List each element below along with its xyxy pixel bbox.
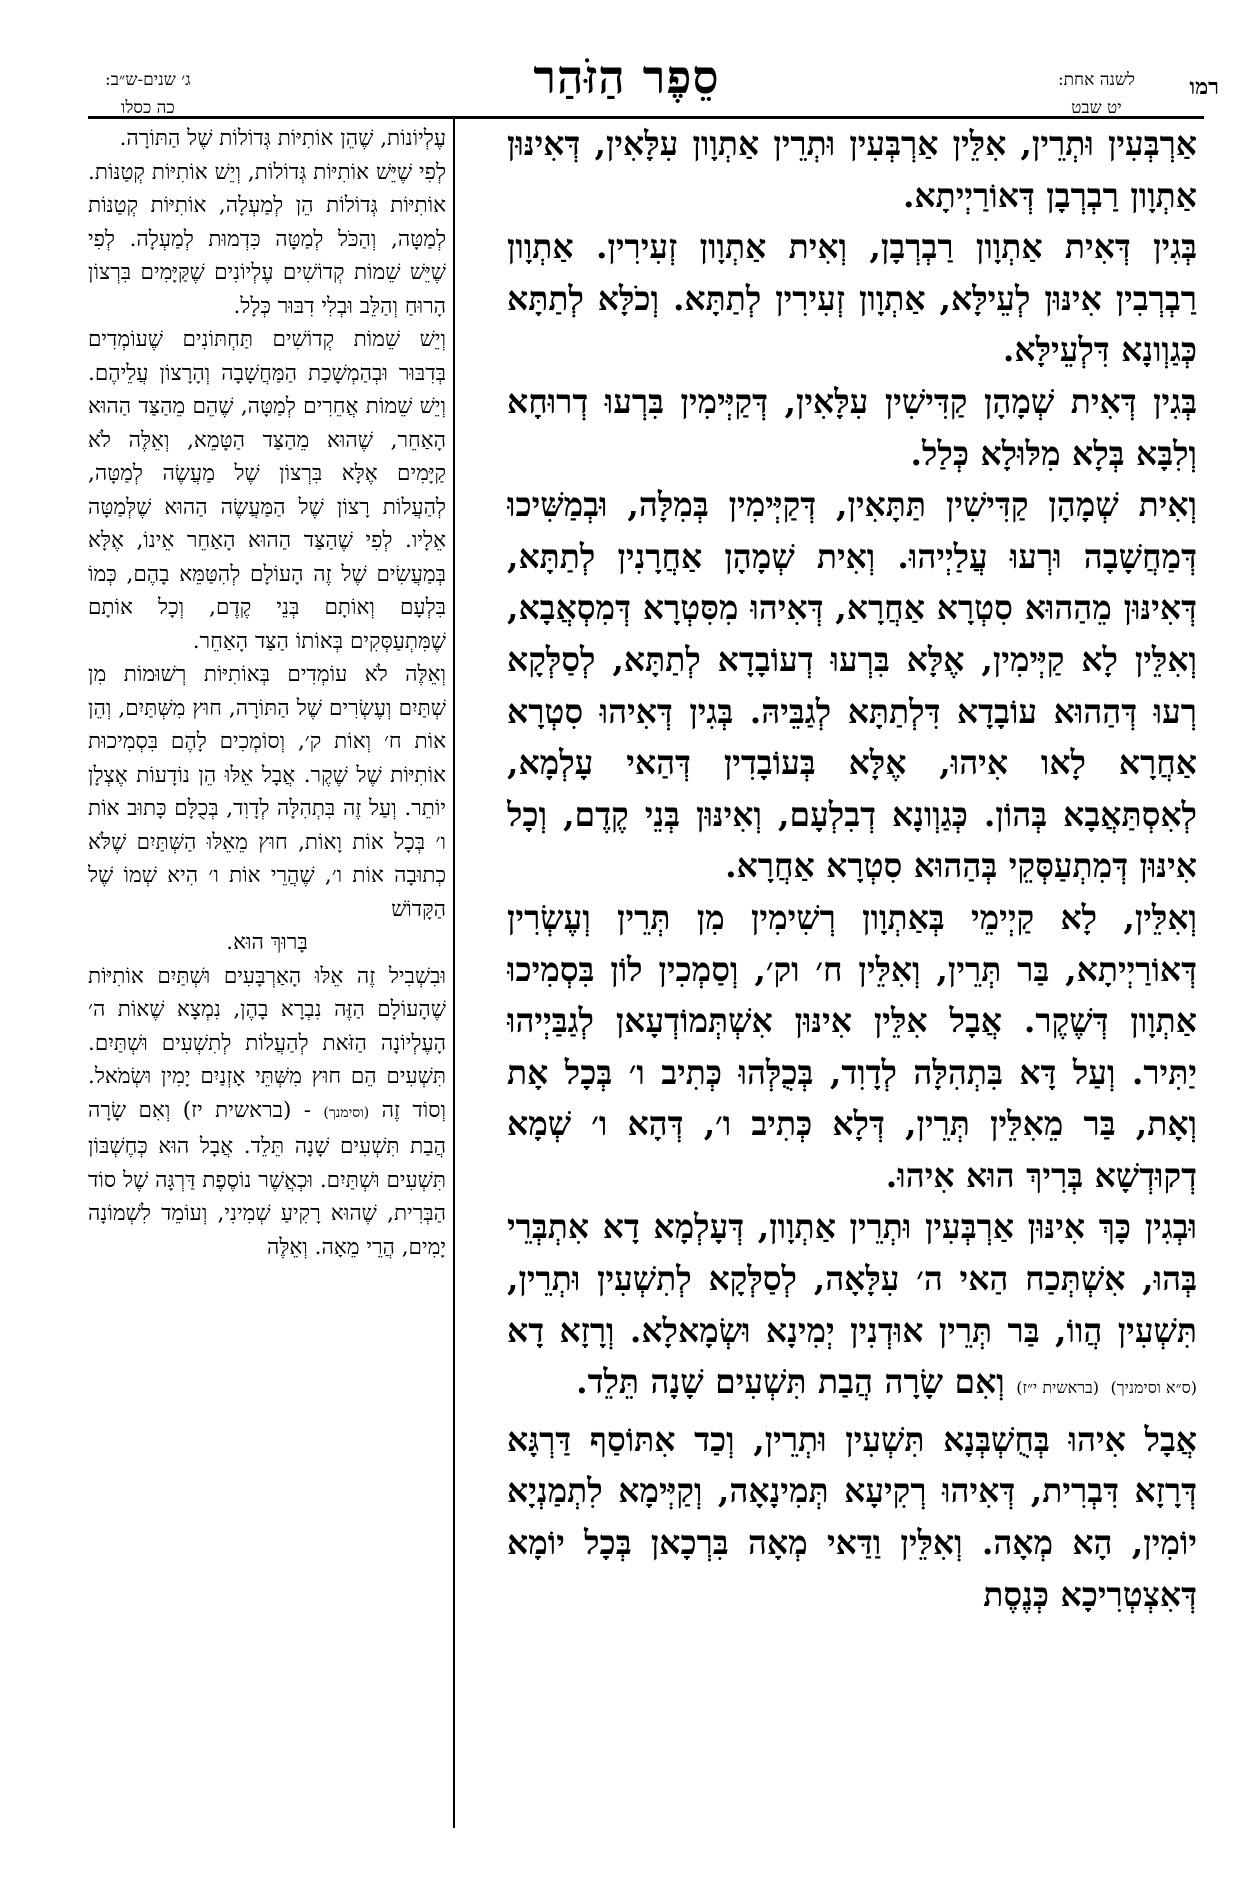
page-number: רמו — [1189, 74, 1219, 100]
side-column-hebrew — [88, 122, 446, 1827]
main-paragraph: וְאִלֵּין, לָא קַיְימֵי בְּאַתְוָון רְשִׁימִין מִן תְּרֵין וְעֶשְׂרִין דְּאוֹרַיְיתָא, בַּר תְּרֵין, וְאִלֵּין ח׳ וק׳, וְסַמְכִין לוֹן בִּסְמִיכוּ אַתְוָון דְּשֶׁקֶר. אֲבָל אִלֵּין אִינּוּן אִשְׁתְּמוֹדְעָאן לְגַבַּיְיהוּ יַתִּיר. וְעַל דָּא בִּתְהִלָּה לְדָוִד, בְּכֻלְּהוּ כְּתִיב ו׳ בְּכָל אָת וְאָת, בַּר מֵאִלֵּין תְּרֵין, דְּלָא כְּתִיב ו׳, דְּהָא ו׳ שְׁמָא דְקוּדְשָׁא בְּרִיךְ הוּא אִיהוּ. — [507, 897, 1197, 1195]
header-study-schedule-three-years — [105, 66, 191, 122]
column-divider — [453, 118, 455, 1828]
header-right-line2: יט שבט — [1071, 98, 1122, 118]
header-right-line1: לשנה אחת: — [1057, 70, 1135, 90]
side-paragraph: וְיֵשׁ שֵׁמוֹת קְדוֹשִׁים תַּחְתּוֹנִים שֶׁעוֹמְדִים בְּדִבּוּר וּבְהַמְשָׁכַת הַמַּחֲשָׁבָה וְהָרָצוֹן עֲלֵיהֶם. וְיֵשׁ שֵׁמוֹת אֲחֵרִים לְמַטָּה, שֶׁהֵם מֵהַצַּד הַהוּא הָאַחֵר, שֶׁהוּא מֵהַצַּד הַטָּמֵא, וְאֵלֶּה לֹא קַיָּמִים אֶלָּא בִּרְצוֹן שֶׁל מַעֲשֶׂה לְמַטָּה, לְהַעֲלוֹת רָצוֹן שֶׁל הַמַּעֲשֶׂה הַהוּא שֶׁלְּמַטָּה אֵלָיו. לְפִי שֶׁהַצַּד הַהוּא הָאַחֵר אֵינוֹ, אֶלָּא בְּמַעֲשִׂים שֶׁל זֶה הָעוֹלָם לְהִטַּמֵּא בָהֶם, כְּמוֹ בִּלְעָם וְאוֹתָם בְּנֵי קֶדֶם, וְכָל אוֹתָם שֶׁמִּתְעַסְּקִים בְּאוֹתוֹ הַצַּד הָאַחֵר. — [88, 327, 446, 654]
side-text: וּבִשְׁבִיל זֶה אֵלּוּ הָאַרְבָּעִים וּשְׁתַּיִם אוֹתִיּוֹת שֶׁהָעוֹלָם הַזֶּה נִבְרָא בָהֶן, נִמְצָא שֶׁאוֹת ה׳ הָעֶלְיוֹנָה הַזֹּאת לְהַעֲלוֹת לְתִשְׁעִים וּשְׁתַּיִם. תִּשְׁעִים הֵם חוּץ מִשְּׁתֵּי אָזְנַיִם יָמִין וּשְׂמֹאל. וְסוֹד זֶה — [88, 963, 446, 1123]
main-paragraph: וְאִית שְׁמָהָן קַדִּישִׁין תַּתָּאִין, דְּקַיְּימִין בְּמִלָּה, וּבְמַשִּׁיכוּ דְּמַחֲשָׁבָה וּרְעוּ עֲלַיְיהוּ. וְאִית שְׁמָהָן אַחֲרָנִין לְתַתָּא, דְּאִינּוּן מֵהַהוּא סִטְרָא אַחֲרָא, דְּאִיהוּ מִסִּטְרָא דְּמִסְאֲבָא, וְאִלֵּין לָא קַיְּימִין, אֶלָּא בִּרְעוּ דְעוֹבָדָא לְתַתָּא, לְסַלְּקָא רְעוּ דְּהַהוּא עוֹבָדָא דִּלְתַתָּא לְגַבֵּיהּ. בְּגִין דְּאִיהוּ סִטְרָא אַחֲרָא לָאו אִיהוּ, אֶלָּא בְּעוֹבָדִין דְּהַאי עָלְמָא, לְאִסְתַּאֲבָא בְּהוֹן. כְּגַוְונָא דְבִלְעָם, וְאִינּוּן בְּנֵי קֶדֶם, וְכָל אִינּוּן דְּמִתְעַסְּקֵי בְּהַהוּא סִטְרָא אַחֲרָא. — [507, 485, 1197, 886]
side-text-cont: - (בראשית יז) וְאִם שָׂרָה הֲבַת תִּשְׁעִים שָׁנָה תֵּלֵד. אֲבָל הוּא כְּחֶשְׁבּוֹן תִּשְׁעִים וּשְׁתַּיִם. וּכְאֲשֶׁר נוֹסֶפֶת דַּרְגָּה שֶׁל סוֹד הַבְּרִית, שֶׁהוּא רָקִיעַ שְׁמִינִי, וְעוֹמֵד לִשְׁמוֹנָה יָמִים, הֲרֵי מֵאָה. וְאֵלֶּה — [88, 1097, 446, 1260]
side-paragraph: וְאֵלֶּה לֹא עוֹמְדִים בְּאוֹתִיּוֹת רְשׁוּמוֹת מִן שְׁתַּיִם וְעֶשְׂרִים שֶׁל הַתּוֹרָה, חוּץ מִשְּׁתַּיִם, וְהֵן אוֹת ח׳ וְאוֹת ק׳, וְסוֹמְכִים לָהֶם בִּסְמִיכוּת אוֹתִיּוֹת שֶׁל שֶׁקֶר. אֲבָל אֵלּוּ הֵן נוֹדָעוֹת אֶצְלָן יוֹתֵר. וְעַל זֶה בִּתְהִלָּה לְדָוִד, בְּכֻלָּם כָּתוּב אוֹת ו׳ בְּכָל אוֹת וָאוֹת, חוּץ מֵאֵלּוּ הַשְּׁתַּיִם שֶׁלֹּא כְתוּבָה אוֹת ו׳, שֶׁהֲרֵי אוֹת ו׳ הִיא שְׁמוֹ שֶׁל הַקָּדוֹשׁ — [88, 662, 446, 922]
main-paragraph: אַרְבְּעִין וּתְרֵין, אִלֵּין אַרְבְּעִין וּתְרֵין אַתְוָון עִלָּאִין, דְּאִינּוּן אַתְוָון רַבְרְבָן דְּאוֹרַיְיתָא. — [507, 124, 1197, 215]
main-paragraph: בְּגִין דְּאִית שְׁמָהָן קַדִּישִׁין עִלָּאִין, דְּקַיְּימִין בִּרְעוּ דְרוּחָא וְלִבָּא בְּלָא מִלּוּלָא כְּלַל. — [507, 381, 1197, 473]
main-paragraph — [507, 1201, 1197, 1413]
side-paragraph: עֶלְיוֹנוֹת, שֶׁהֵן אוֹתִיּוֹת גְּדוֹלוֹת שֶׁל הַתּוֹרָה. — [119, 126, 446, 151]
main-column-aramaic — [507, 118, 1197, 1828]
side-paragraph-end: בָּרוּךְ הוּא. — [226, 930, 308, 955]
main-paragraph: אֲבָל אִיהוּ בְּחֻשְׁבְּנָא תִּשְׁעִין וּתְרֵין, וְכַד אִתּוֹסַף דַּרְגָּא דְּרָזָא דִּבְרִית, דְּאִיהוּ רְקִיעָא תְּמִינָאָה, וְקַיְּימָא לִתְמַנְיָא יוֹמִין, הָא מְאָה. וְאִלֵּין וַדַּאי מְאָה בִּרְכָאן בְּכָל יוֹמָא דְּאִצְטְרִיכָא כְּנֶסֶת — [507, 1419, 1197, 1614]
side-paragraph: לְפִי שֶׁיֵּשׁ אוֹתִיּוֹת גְּדוֹלוֹת, וְיֵשׁ אוֹתִיּוֹת קְטַנּוֹת. אוֹתִיּוֹת גְּדוֹלוֹת הֵן לְמַעְלָה, אוֹתִיּוֹת קְטַנּוֹת לְמַטָּה, וְהַכֹּל לְמַטָּה כִּדְמוּת לְמַעְלָה. לְפִי שֶׁיֵּשׁ שֵׁמוֹת קְדוֹשִׁים עֶלְיוֹנִים שֶׁקַּיָּמִים בִּרְצוֹן הָרוּחַ וְהַלֵּב וּבְלִי דִבּוּר כְּלָל. — [88, 159, 446, 319]
main-text: וּבְגִין כָּךְ אִינּוּן אַרְבְּעִין וּתְרֵין אַתְוָון, דְּעָלְמָא דָא אִתְבְּרֵי בְּהוּ, אִשְׁתְּכַח הַאי ה׳ עִלָּאָה, לְסַלְּקָא לְתִשְׁעִין וּתְרֵין, תִּשְׁעִין הֲווֹ, בַּר תְּרֵין אוּדְנִין יְמִינָא וּשְׂמָאלָא. וְרָזָא דָא — [507, 1207, 1197, 1350]
side-paragraph — [88, 960, 446, 1265]
header-left-line2: כה כסלו — [120, 98, 175, 118]
alt-version-note: (ס״א וסימניך) — [1110, 1378, 1197, 1398]
verse-quote: וְאִם שָׂרָה הֲבַת תִּשְׁעִים שָׁנָה תֵּלֵד. — [576, 1362, 1005, 1402]
header-left-line1: ג׳ שנים-ש״ב: — [105, 70, 191, 90]
verse-reference: (בראשית י״ז) — [1016, 1378, 1100, 1398]
book-title: סֵפֶר הַזֹּהַר — [533, 50, 720, 104]
main-paragraph: בְּגִין דְּאִית אַתְוָון רַבְרְבָן, וְאִית אַתְוָון זְעִירִין. אַתְוָון רַבְרְבִין אִינּוּן לְעֵילָּא, אַתְוָון זְעִירִין לְתַתָּא. וְכֹלָּא לְתַתָּא כְּגַוְונָא דִּלְעֵילָּא. — [507, 227, 1197, 370]
side-ref-note: (וסימנך) — [323, 1104, 370, 1121]
